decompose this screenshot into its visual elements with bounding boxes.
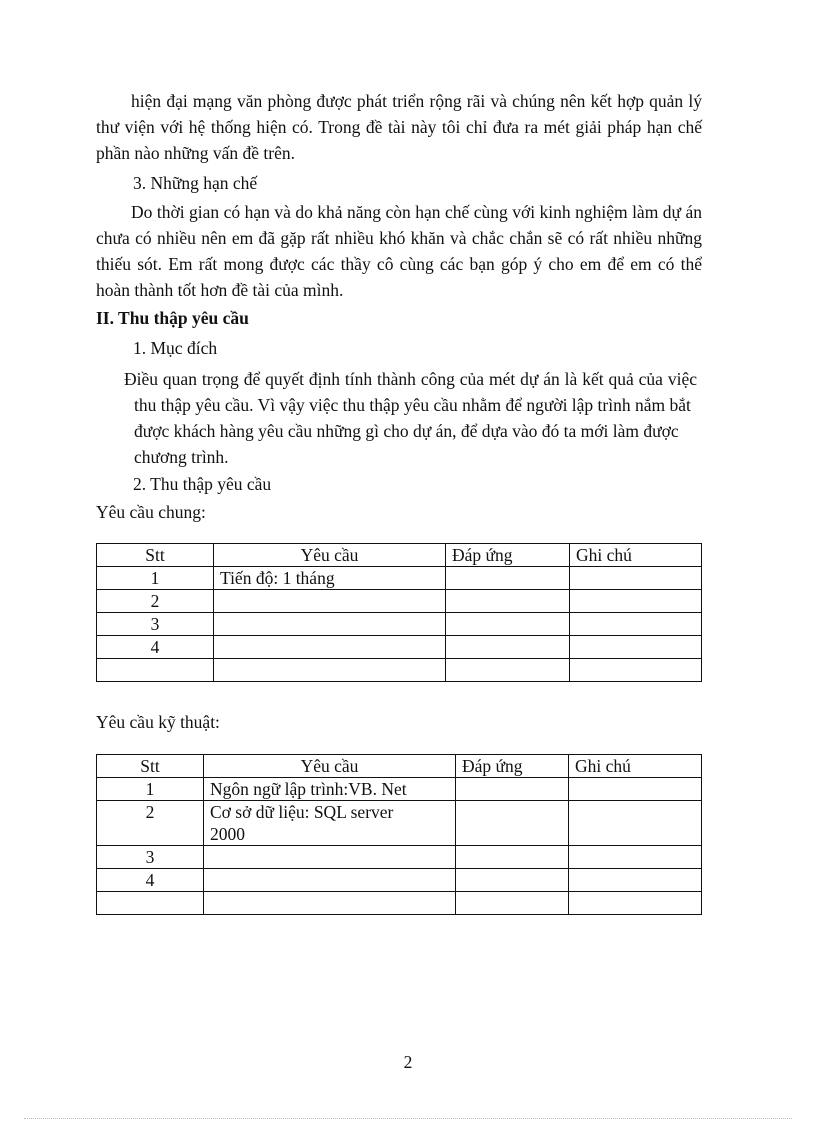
page-bottom-divider	[24, 1118, 792, 1119]
intro-line-1: hiện đại mạng văn phòng được phát triển rộng rãi và chúng nên kết hợp quản lý	[131, 91, 702, 111]
table-header-row	[97, 755, 702, 778]
header-notes: Ghi chú	[570, 544, 702, 567]
technical-requirements-table	[96, 754, 702, 915]
cell-notes	[570, 659, 702, 682]
sec3-heading: 3. Những hạn chế	[133, 173, 258, 193]
intro-line-3: phần nào những vấn đề trên.	[96, 143, 296, 163]
cell-response	[446, 613, 570, 636]
header-stt: Stt	[97, 755, 204, 778]
intro-line-2: thư viện với hệ thống hiện có. Trong đề tài này tôi chỉ đưa ra mét giải pháp hạn chế	[96, 117, 702, 137]
cell-requirement	[214, 590, 446, 613]
general-requirements-table	[96, 543, 702, 682]
table-row	[97, 567, 702, 590]
cell-stt: 3	[97, 613, 214, 636]
cell-stt: 2	[97, 801, 204, 846]
header-requirement: Yêu cầu	[214, 544, 446, 567]
cell-requirement	[204, 846, 456, 869]
cell-requirement	[204, 869, 456, 892]
cell-response	[446, 636, 570, 659]
header-requirement: Yêu cầu	[204, 755, 456, 778]
cell-notes	[570, 567, 702, 590]
purpose-line-3: được khách hàng yêu cầu những gì cho dự án, để dựa vào đó ta mới làm được	[134, 421, 679, 441]
table-row	[97, 869, 702, 892]
cell-notes	[569, 778, 702, 801]
cell-notes	[569, 846, 702, 869]
header-notes: Ghi chú	[569, 755, 702, 778]
cell-notes	[569, 892, 702, 915]
cell-stt	[97, 659, 214, 682]
sec3-line-2: chưa có nhiều nên em đã gặp rất nhiều khó khăn và chắc chắn sẽ có rất nhiều những	[96, 228, 702, 248]
table-row	[97, 636, 702, 659]
table-row	[97, 846, 702, 869]
page-number: 2	[403, 1052, 413, 1072]
purpose-line-2: thu thập yêu cầu. Vì vậy việc thu thập yêu cầu nhằm để người lập trình nắm bắt	[134, 395, 691, 415]
header-stt: Stt	[97, 544, 214, 567]
cell-requirement	[214, 659, 446, 682]
cell-requirement: Tiến độ: 1 tháng	[214, 567, 446, 590]
sec3-line-3: thiếu sót. Em rất mong được các thầy cô cùng các bạn góp ý cho em để em có thể	[96, 254, 702, 274]
table-row	[97, 892, 702, 915]
cell-notes	[570, 590, 702, 613]
cell-stt: 2	[97, 590, 214, 613]
cell-response	[456, 846, 569, 869]
sec3-line-4: hoàn thành tốt hơn đề tài của mình.	[96, 280, 344, 300]
cell-response	[456, 892, 569, 915]
cell-stt: 1	[97, 567, 214, 590]
cell-response	[456, 801, 569, 846]
cell-requirement: Ngôn ngữ lập trình:VB. Net	[204, 778, 456, 801]
general-requirements-label: Yêu cầu chung:	[96, 502, 206, 522]
cell-stt: 4	[97, 636, 214, 659]
cell-response	[446, 590, 570, 613]
cell-response	[456, 869, 569, 892]
cell-notes	[570, 613, 702, 636]
sec3-line-1: Do thời gian có hạn và do khả năng còn hạn chế cùng với kinh nghiệm làm dự án	[131, 202, 702, 222]
cell-notes	[570, 636, 702, 659]
purpose-line-4: chương trình.	[134, 447, 229, 467]
cell-notes	[569, 801, 702, 846]
table-row	[97, 613, 702, 636]
section2-heading: II. Thu thập yêu cầu	[96, 308, 249, 328]
purpose-heading: 1. Mục đích	[133, 338, 218, 358]
cell-requirement: Cơ sở dữ liệu: SQL server 2000	[204, 801, 456, 846]
table-row	[97, 801, 702, 846]
cell-notes	[569, 869, 702, 892]
cell-stt	[97, 892, 204, 915]
technical-requirements-label: Yêu cầu kỹ thuật:	[96, 712, 220, 732]
header-response: Đáp ứng	[446, 544, 570, 567]
cell-requirement	[214, 636, 446, 659]
purpose-line-1: Điều quan trọng để quyết định tính thành công của mét dự án là kết quả của việc	[124, 369, 697, 389]
cell-stt: 1	[97, 778, 204, 801]
cell-requirement	[204, 892, 456, 915]
cell-stt: 4	[97, 869, 204, 892]
cell-requirement	[214, 613, 446, 636]
collect-heading: 2. Thu thập yêu cầu	[133, 474, 272, 494]
header-response: Đáp ứng	[456, 755, 569, 778]
table-row	[97, 590, 702, 613]
table-row	[97, 778, 702, 801]
cell-response	[446, 567, 570, 590]
cell-stt: 3	[97, 846, 204, 869]
table-row	[97, 659, 702, 682]
table-header-row	[97, 544, 702, 567]
cell-response	[446, 659, 570, 682]
cell-response	[456, 778, 569, 801]
